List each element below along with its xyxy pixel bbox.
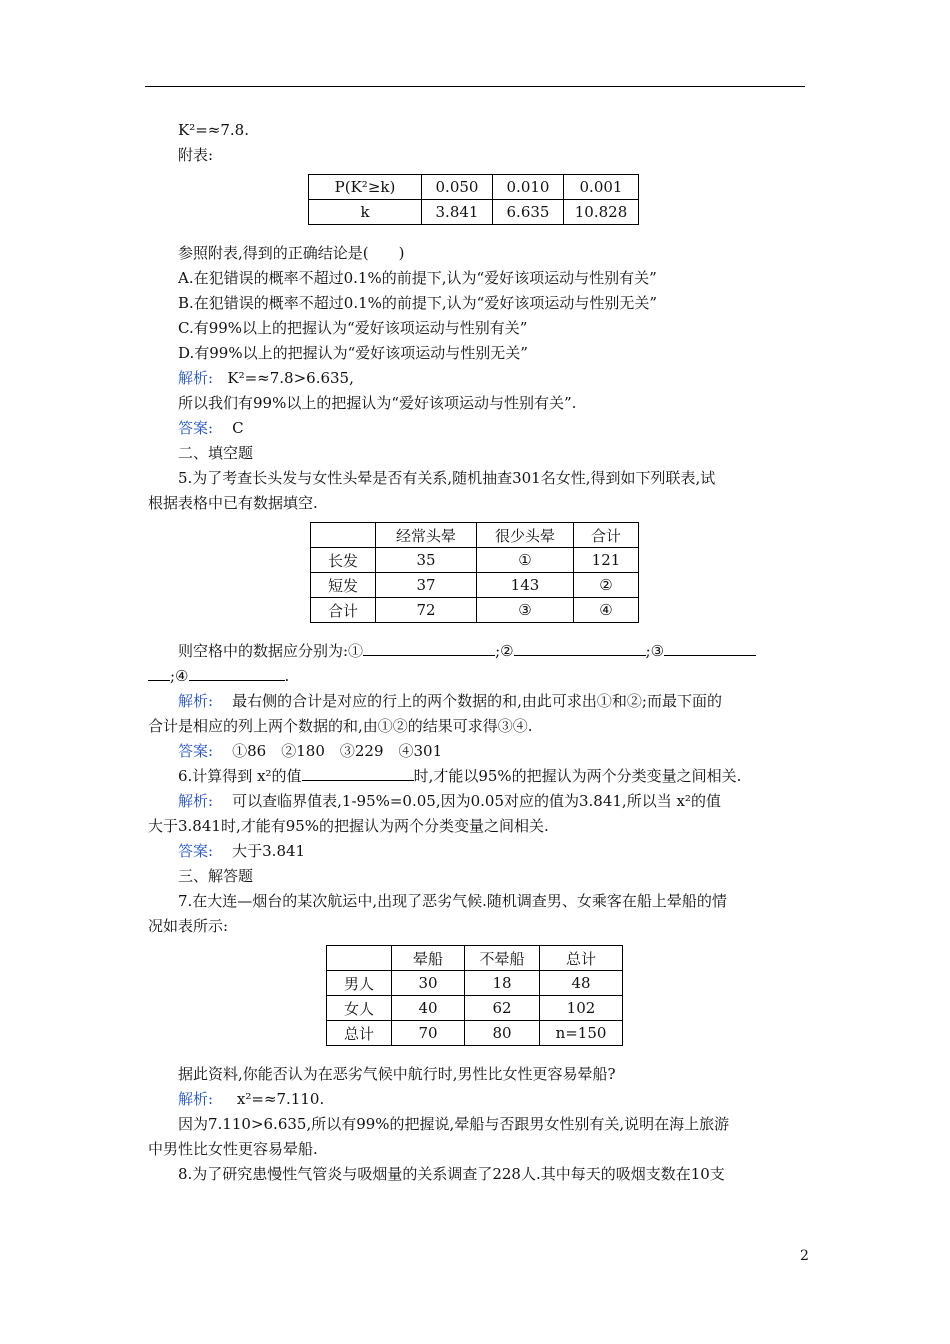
q7-text-2: 况如表所示: xyxy=(148,917,229,935)
table-cell: ① xyxy=(477,548,574,573)
fill-sep-2: ;② xyxy=(495,642,514,660)
q5-text-1: 5.为了考查长头发与女性头晕是否有关系,随机抽查301名女性,得到如下列联表,试 xyxy=(178,469,716,487)
table-row xyxy=(309,200,639,225)
table-row xyxy=(327,971,623,996)
q7-table xyxy=(326,945,623,1046)
table-cell: 总计 xyxy=(327,1021,392,1046)
table-cell: n=150 xyxy=(540,1021,623,1046)
table-cell: 72 xyxy=(376,598,477,623)
table-row xyxy=(309,175,639,200)
analysis-label: 解析: xyxy=(178,792,214,810)
q6-text xyxy=(148,764,808,789)
table-cell: 18 xyxy=(465,971,540,996)
analysis-text: 最右侧的合计是对应的行上的两个数据的和,由此可求出①和②;而最下面的 xyxy=(232,692,722,710)
table-cell: 35 xyxy=(376,548,477,573)
option-c: C.有99%以上的把握认为“爱好该项运动与性别有关” xyxy=(178,319,528,337)
table-cell: 0.050 xyxy=(422,175,493,200)
table-cell: 男人 xyxy=(327,971,392,996)
q4-prompt: 参照附表,得到的正确结论是( ) xyxy=(178,244,405,262)
q5-fill-line xyxy=(148,639,808,664)
fill-text-1: 则空格中的数据应分别为:① xyxy=(178,642,364,660)
table-cell: k xyxy=(309,200,422,225)
answer-label: 答案: xyxy=(178,742,214,760)
appendix-label: 附表: xyxy=(178,146,214,164)
q7-text-1: 7.在大连—烟台的某次航运中,出现了恶劣气候.随机调查男、女乘客在船上晕船的情 xyxy=(178,892,727,910)
table-cell: 合计 xyxy=(311,598,376,623)
analysis-label: 解析: xyxy=(178,369,214,387)
table-cell: ② xyxy=(574,573,639,598)
table-cell: 80 xyxy=(465,1021,540,1046)
page-number: 2 xyxy=(800,1248,809,1264)
q7-question: 据此资料,你能否认为在恶劣气候中航行时,男性比女性更容易晕船? xyxy=(178,1065,616,1083)
table-cell: 3.841 xyxy=(422,200,493,225)
answer-text: C xyxy=(232,419,244,437)
table-row xyxy=(311,548,639,573)
appendix-table xyxy=(308,174,639,225)
table-row xyxy=(311,573,639,598)
blank-3-end xyxy=(148,665,170,681)
answer-text: 大于3.841 xyxy=(232,842,306,860)
q6-text-a: 6.计算得到 x²的值 xyxy=(178,767,302,785)
fill-sep-3: ;③ xyxy=(645,642,665,660)
table-cell: 48 xyxy=(540,971,623,996)
table-cell: 经常头晕 xyxy=(376,523,477,548)
q6-answer xyxy=(148,839,808,864)
table-cell: 总计 xyxy=(540,946,623,971)
blank-2 xyxy=(514,640,646,656)
option-a: A.在犯错误的概率不超过0.1%的前提下,认为“爱好该项运动与性别有关” xyxy=(178,269,657,287)
option-b: B.在犯错误的概率不超过0.1%的前提下,认为“爱好该项运动与性别无关” xyxy=(178,294,658,312)
table-cell: 短发 xyxy=(311,573,376,598)
q5-text-2: 根据表格中已有数据填空. xyxy=(148,494,318,512)
blank-3-start xyxy=(664,640,756,656)
blank-1 xyxy=(363,640,495,656)
q5-answer xyxy=(148,739,808,764)
table-row xyxy=(311,598,639,623)
q7-analysis-2: 中男性比女性更容易晕船. xyxy=(148,1140,318,1158)
table-cell: 143 xyxy=(477,573,574,598)
table-row xyxy=(327,946,623,971)
q4-analysis xyxy=(148,366,808,391)
table-row xyxy=(327,1021,623,1046)
analysis-label: 解析: xyxy=(178,1090,214,1108)
table-cell: 40 xyxy=(392,996,465,1021)
q5-fill-line-2 xyxy=(148,664,808,689)
table-cell: 121 xyxy=(574,548,639,573)
page-content xyxy=(148,118,808,1187)
q6-text-b: 时,才能以95%的把握认为两个分类变量之间相关. xyxy=(413,767,742,785)
table-cell: 合计 xyxy=(574,523,639,548)
table-cell: 不晕船 xyxy=(465,946,540,971)
section-heading-3: 三、解答题 xyxy=(178,867,254,885)
formula-line: K²=≈7.8. xyxy=(178,121,249,139)
q7-analysis xyxy=(148,1087,808,1112)
analysis-text: K²=≈7.8>6.635, xyxy=(227,369,354,387)
answer-label: 答案: xyxy=(178,419,214,437)
answer-text: ①86 ②180 ③229 ④301 xyxy=(232,742,443,760)
table-cell: 62 xyxy=(465,996,540,1021)
fill-sep-4: ;④ xyxy=(170,667,189,685)
blank-4 xyxy=(189,665,285,681)
q8-text-1: 8.为了研究患慢性气管炎与吸烟量的关系调查了228人.其中每天的吸烟支数在10支 xyxy=(178,1165,725,1183)
table-row xyxy=(327,996,623,1021)
table-cell xyxy=(311,523,376,548)
q4-analysis-2: 所以我们有99%以上的把握认为“爱好该项运动与性别有关”. xyxy=(178,394,577,412)
q5-table xyxy=(310,522,639,623)
table-cell: 102 xyxy=(540,996,623,1021)
analysis-formula: x²=≈7.110. xyxy=(236,1090,325,1108)
q4-answer xyxy=(148,416,808,441)
table-cell: 30 xyxy=(392,971,465,996)
table-cell: ③ xyxy=(477,598,574,623)
table-cell: 70 xyxy=(392,1021,465,1046)
table-cell xyxy=(327,946,392,971)
answer-label: 答案: xyxy=(178,842,214,860)
table-cell: 长发 xyxy=(311,548,376,573)
blank-q6 xyxy=(302,765,414,781)
table-cell: 0.010 xyxy=(493,175,564,200)
q6-analysis-2: 大于3.841时,才能有95%的把握认为两个分类变量之间相关. xyxy=(148,817,549,835)
q5-analysis-1 xyxy=(148,689,808,714)
table-cell: ④ xyxy=(574,598,639,623)
table-cell: 0.001 xyxy=(564,175,639,200)
table-cell: 6.635 xyxy=(493,200,564,225)
analysis-text: 可以查临界值表,1-95%=0.05,因为0.05对应的值为3.841,所以当 x²的值 xyxy=(232,792,721,810)
fill-end: . xyxy=(284,667,290,685)
table-cell: 晕船 xyxy=(392,946,465,971)
q7-analysis-1: 因为7.110>6.635,所以有99%的把握说,晕船与否跟男女性别有关,说明在海上旅游 xyxy=(178,1115,730,1133)
q5-analysis-2: 合计是相应的列上两个数据的和,由①②的结果可求得③④. xyxy=(148,717,533,735)
option-d: D.有99%以上的把握认为“爱好该项运动与性别无关” xyxy=(178,344,528,362)
q6-analysis-1 xyxy=(148,789,808,814)
section-heading-2: 二、填空题 xyxy=(178,444,254,462)
table-row xyxy=(311,523,639,548)
table-cell: 10.828 xyxy=(564,200,639,225)
table-cell: 很少头晕 xyxy=(477,523,574,548)
header-rule xyxy=(145,86,805,87)
analysis-label: 解析: xyxy=(178,692,214,710)
table-cell: 女人 xyxy=(327,996,392,1021)
table-cell: P(K²≥k) xyxy=(309,175,422,200)
table-cell: 37 xyxy=(376,573,477,598)
